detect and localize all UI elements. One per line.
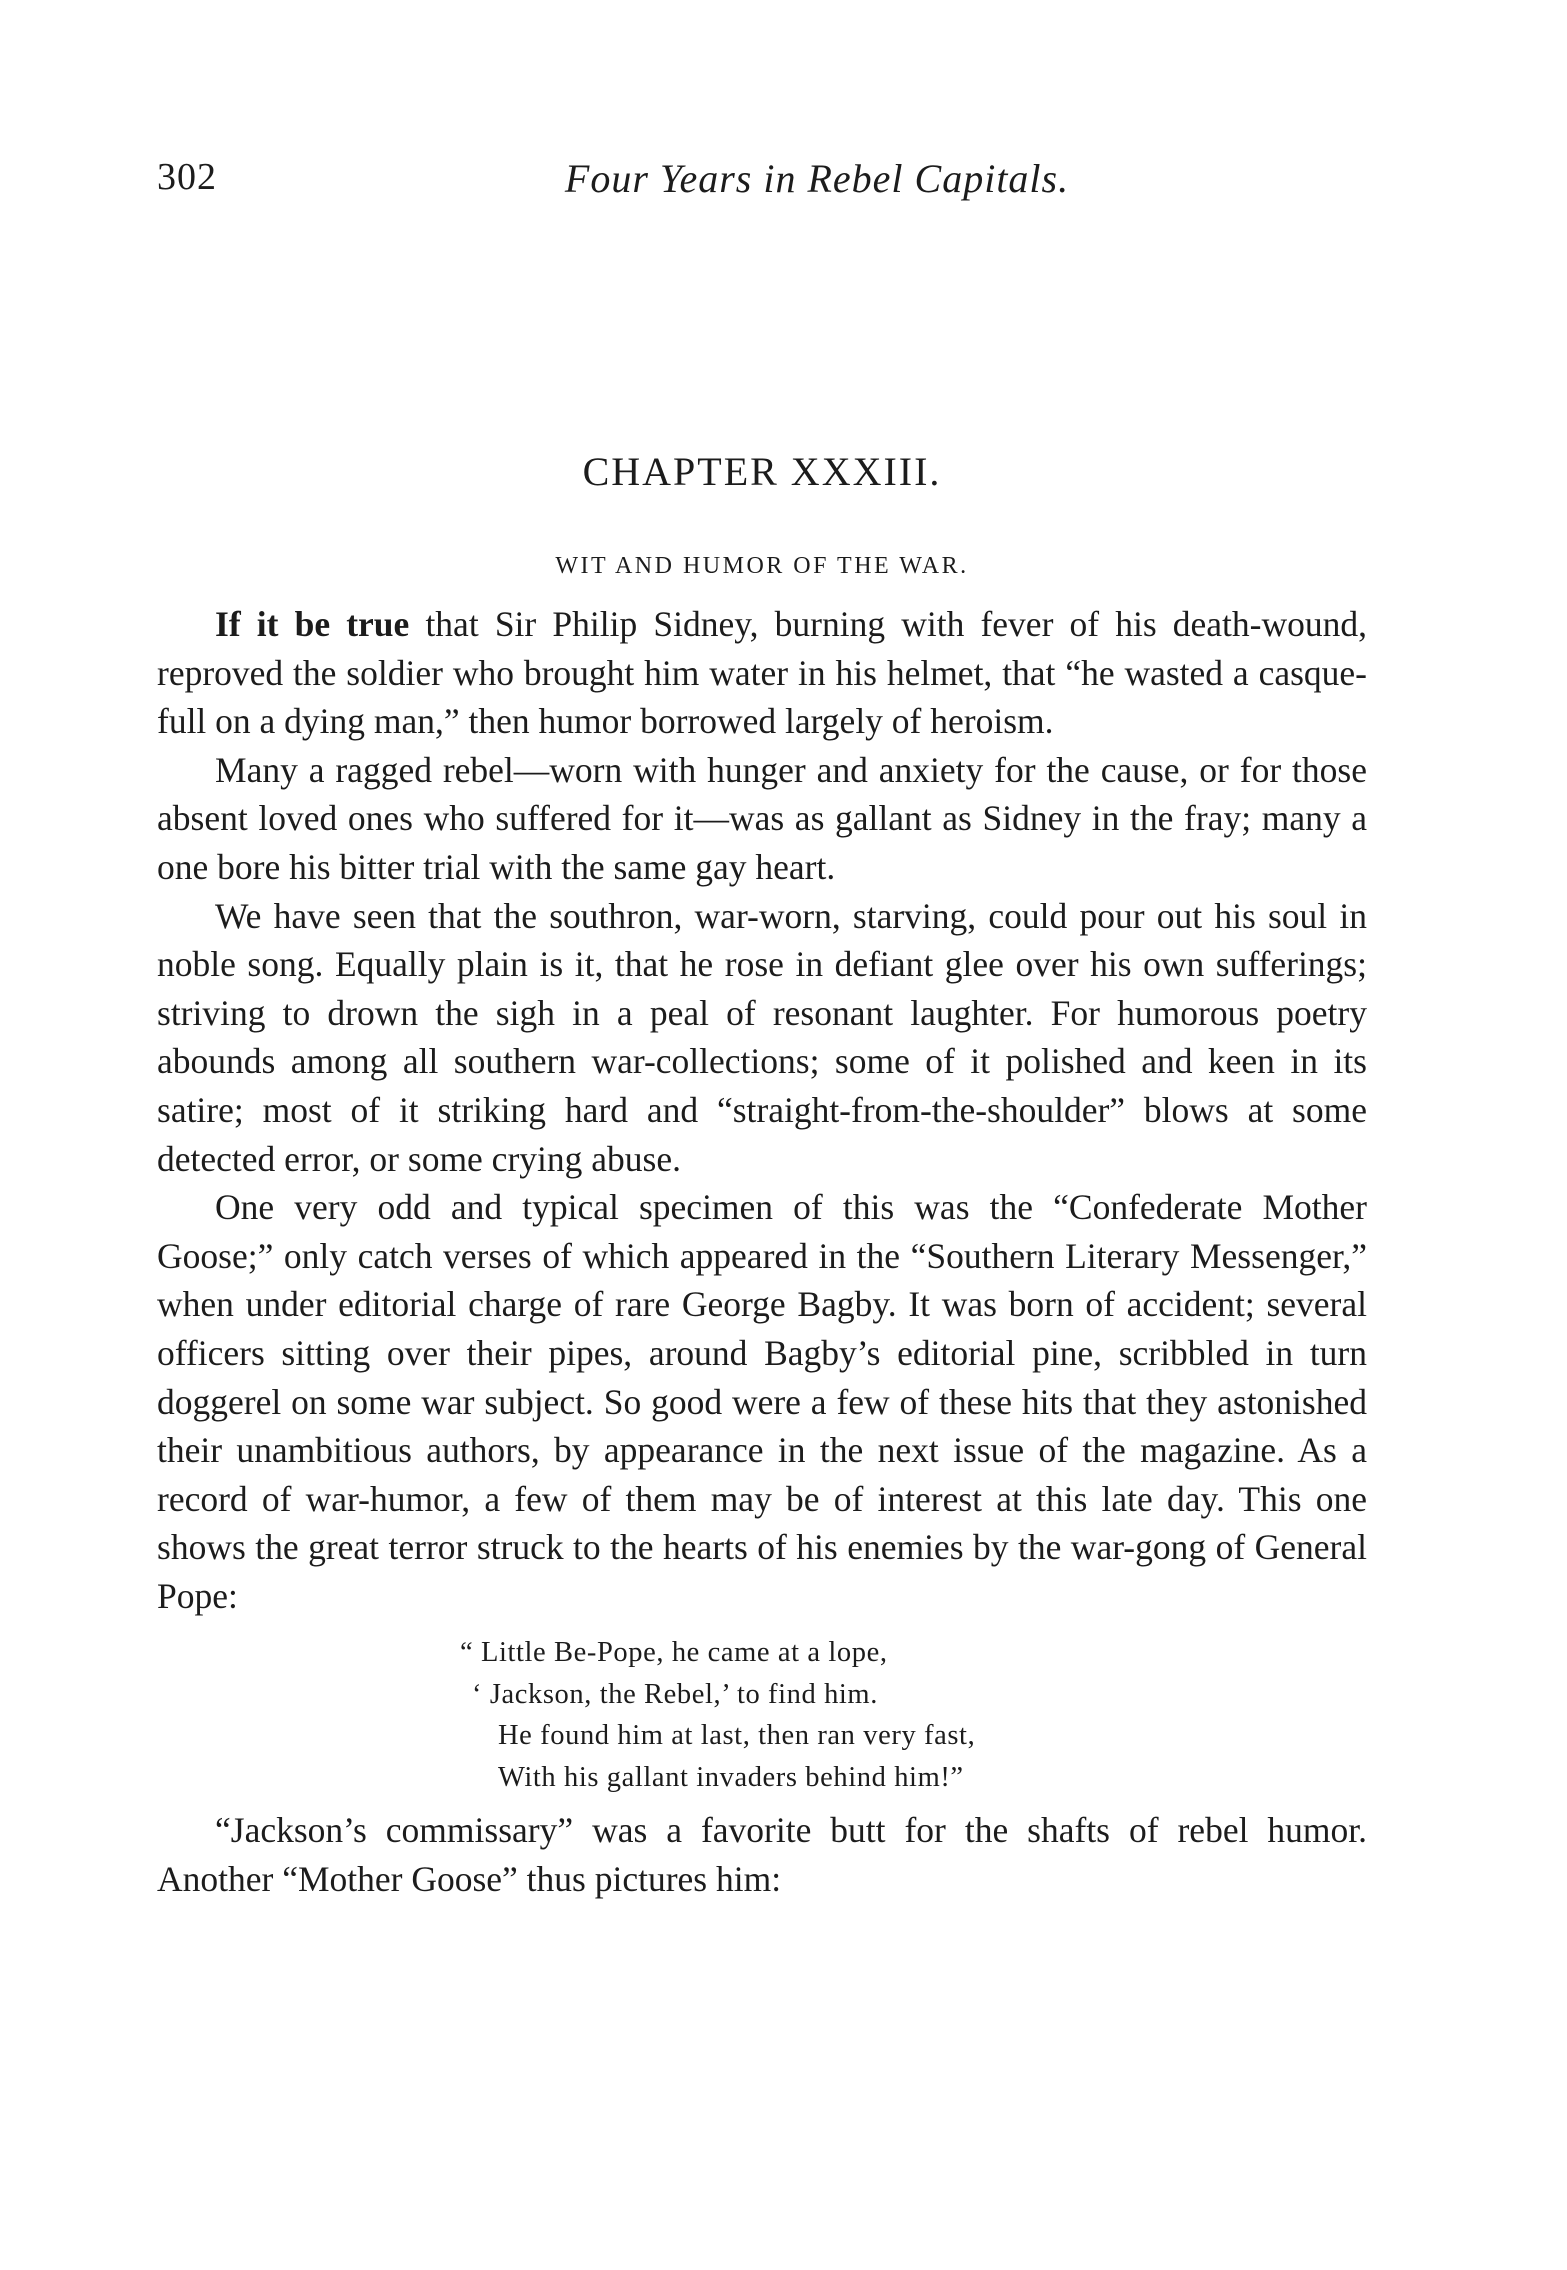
paragraph-1-text: that Sir Philip Sidney, burning with fever of his death-wound, reproved the soldier who brought him water in his helmet, that “he wasted a casque-full on a dying man,” then humor borrowed largely of heroism. <box>157 604 1367 742</box>
paragraph-3: We have seen that the southron, war-worn, starving, could pour out his soul in noble song. Equally plain is it, that he rose in defiant glee over his own sufferings; striving to drown the sigh in a peal of resonant laughter. For humorous poetry abounds among all southern war-collections; some of it polished and keen in its satire; most of it striking hard and “straight-from-the-shoulder” blows at some detected error, or some crying abuse. <box>157 895 1367 1179</box>
paragraph-5: “Jackson’s commissary” was a favorite butt for the shafts of rebel humor. Another “Mother Goose” thus pictures him: <box>157 1810 1367 1900</box>
poem-line-3: He found him at last, then ran very fast, <box>498 1720 976 1752</box>
chapter-title: CHAPTER XXXIII. <box>582 449 942 494</box>
poem-line-2: ‘ Jackson, the Rebel,’ to find him. <box>472 1678 878 1710</box>
poem-line-1: “ Little Be-Pope, he came at a lope, <box>460 1637 888 1669</box>
paragraph-2: Many a ragged rebel—worn with hunger and anxiety for the cause, or for those absent loved ones who suffered for it—was as gallant as Sidney in the fray; many a one bore his bitter trial with the same gay heart. <box>157 749 1367 887</box>
book-title: Four Years in Rebel Capitals. <box>564 156 1070 201</box>
page-number: 302 <box>157 156 217 198</box>
paragraph-4: One very odd and typical specimen of this was the “Confederate Mother Goose;” only catch verses of which appeared in the “Southern Literary Messenger,” when under editorial charge of rare George Bagby. It was born of accident; several officers sitting over their pipes, around Bagby’s editorial pine, scribbled in turn doggerel on some war subject. So good were a few of these hits that they astonished their unambitious authors, by appearance in the next issue of the magazine. As a record of war-humor, a few of them may be of interest at this late day. This one shows the great terror struck to the hearts of his enemies by the war-gong of General Pope: <box>157 1187 1367 1616</box>
paragraph-lead-words: If it be true <box>215 604 410 644</box>
chapter-subtitle: WIT AND HUMOR OF THE WAR. <box>555 553 969 579</box>
running-header <box>157 155 1367 215</box>
paragraph-1 <box>157 600 1367 746</box>
poem-line-4: With his gallant invaders behind him!” <box>498 1761 964 1793</box>
body-text <box>157 600 1367 1904</box>
poem-verse <box>157 1632 1367 1798</box>
